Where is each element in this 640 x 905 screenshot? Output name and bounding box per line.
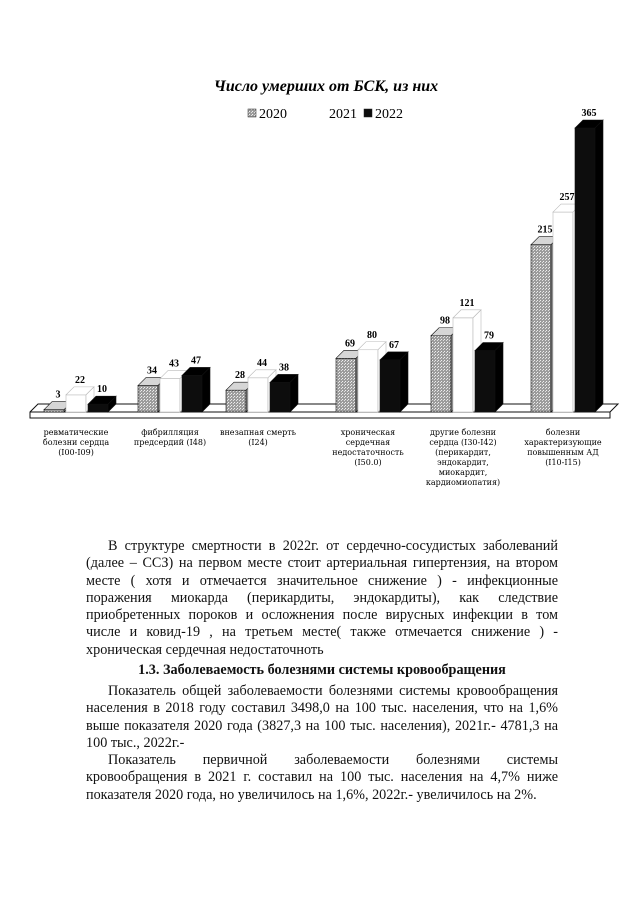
- category-label-line: характеризующие: [524, 438, 602, 447]
- bar-front: [44, 410, 64, 412]
- legend-swatch-2022: [364, 109, 372, 117]
- chart-bars: [44, 120, 603, 412]
- bar-front: [431, 336, 451, 412]
- category-label-line: миокардит,: [438, 468, 488, 477]
- paragraph-general-morbidity: [86, 683, 558, 804]
- category-label-line: предсердий (I48): [133, 438, 207, 447]
- category-label-line: (I24): [248, 438, 268, 447]
- category-label-2: [220, 428, 297, 447]
- category-label-1: [134, 428, 206, 447]
- value-label-2020-5: 215: [537, 224, 553, 236]
- value-label-2020-1: 34: [147, 365, 157, 377]
- paragraph-mortality-structure: [86, 538, 558, 659]
- category-label-5: [524, 428, 602, 467]
- bar-side: [400, 352, 408, 412]
- bar-2022-1: [182, 367, 210, 412]
- category-label-line: сердечная: [345, 438, 391, 447]
- bar-front: [182, 375, 202, 412]
- chart-value-labels: [56, 108, 597, 401]
- category-label-line: (перикардит,: [435, 448, 491, 457]
- bar-front: [248, 378, 268, 412]
- legend-label-2020: 2020: [259, 107, 287, 122]
- bar-front: [138, 386, 158, 412]
- value-label-2021-1: 43: [169, 358, 179, 370]
- category-label-line: хроническая: [340, 428, 396, 437]
- value-label-2020-0: 3: [55, 389, 61, 401]
- value-label-2022-1: 47: [191, 355, 201, 367]
- category-label-line: недостаточность: [332, 448, 404, 457]
- value-label-2020-4: 98: [440, 315, 450, 327]
- category-label-line: (I00-I09): [58, 448, 94, 457]
- bar-side: [202, 367, 210, 412]
- category-label-line: (I50.0): [354, 458, 382, 467]
- value-label-2022-2: 38: [279, 362, 289, 374]
- chart-floor: [30, 404, 618, 418]
- value-label-2020-3: 69: [345, 338, 355, 350]
- value-label-2021-2: 44: [257, 357, 267, 369]
- category-label-line: внезапная смерть: [219, 428, 297, 437]
- category-label-line: (I10-I15): [545, 458, 581, 467]
- bar-front: [358, 350, 378, 412]
- bar-front: [453, 318, 473, 412]
- value-label-2021-4: 121: [459, 297, 475, 309]
- value-label-2021-3: 80: [367, 329, 377, 341]
- category-label-line: кардиомиопатия): [425, 478, 501, 487]
- bar-front: [66, 395, 86, 412]
- chart-title: Число умерших от БСК, из них: [213, 78, 439, 95]
- category-label-line: болезни сердца: [42, 438, 110, 447]
- bar-front: [88, 404, 108, 412]
- paragraph-text: Показатель первичной заболеваемости болезнями системы кровообращения в 2021 г. составил на 100 тыс. населения на 4,7% ниже показателя 2020 года, но увеличилось на 1,6%, 2022г.- увеличилось на 2%.: [86, 752, 558, 803]
- category-label-line: фибрилляция: [141, 428, 199, 437]
- value-label-2021-0: 22: [75, 374, 85, 386]
- bar-2022-2: [270, 374, 298, 412]
- paragraph-text: Показатель общей заболеваемости болезнями системы кровообращения населения в 2018 году составил 3498,0 на 100 тыс. населения, что на 1,6% выше показателя 2020 года (3827,3 на 100 тыс. населения), 2021г.- 4781,3 на 100 тыс., 2022г.-: [86, 683, 558, 751]
- bar-front: [380, 360, 400, 412]
- bar-front: [475, 351, 495, 412]
- legend-label-2021: 2021: [329, 107, 357, 122]
- category-label-0: [43, 428, 109, 457]
- category-label-line: повышенным АД: [527, 448, 599, 457]
- value-label-2021-5: 257: [559, 192, 575, 204]
- bar-front: [336, 358, 356, 412]
- chart-category-labels: [43, 428, 602, 487]
- legend-swatch-2020: [248, 109, 256, 117]
- bar-front: [270, 382, 290, 412]
- category-label-line: сердца (I30-I42): [429, 438, 497, 447]
- chart-floor-plane: [30, 404, 618, 418]
- bar-front: [226, 390, 246, 412]
- category-label-line: болезни: [545, 428, 581, 437]
- bar-front: [531, 245, 551, 412]
- category-label-line: эндокардит,: [437, 458, 489, 467]
- bar-front: [160, 379, 180, 412]
- bar-side: [595, 120, 603, 412]
- section-title: 1.3. Заболеваемость болезнями системы кровообращения: [138, 662, 506, 678]
- bar-front: [575, 128, 595, 412]
- category-label-4: [426, 428, 500, 487]
- category-label-line: ревматические: [43, 428, 109, 437]
- value-label-2022-0: 10: [97, 384, 107, 396]
- bar-front: [553, 212, 573, 412]
- legend-label-2022: 2022: [375, 107, 403, 122]
- bar-2022-3: [380, 352, 408, 412]
- category-label-3: [332, 428, 404, 467]
- bar-2022-4: [475, 343, 503, 412]
- bar-2022-5: [575, 120, 603, 412]
- legend-swatch-2021: [318, 109, 326, 117]
- value-label-2022-4: 79: [484, 330, 494, 342]
- value-label-2022-5: 365: [581, 108, 597, 119]
- category-label-line: другие болезни: [429, 428, 497, 437]
- chart-legend: [248, 107, 403, 122]
- paragraph-text: В структуре смертности в 2022г. от сердечно-сосудистых заболеваний (далее – ССЗ) на первом месте стоит артериальная гипертензия, на втором месте ( хотя и отмечается значительное снижение ) - инфекционные поражения миокарда (перикардиты, эндокардиты), как следствие приобретенных пороков и осложнения после вирусных инфекции в том числе и ковид-19 , на третьем месте( также отмечается снижение ) - хроническая сердечная недостаточноть: [86, 538, 558, 658]
- value-label-2020-2: 28: [235, 370, 245, 382]
- value-label-2022-3: 67: [389, 339, 399, 351]
- bar-side: [495, 343, 503, 412]
